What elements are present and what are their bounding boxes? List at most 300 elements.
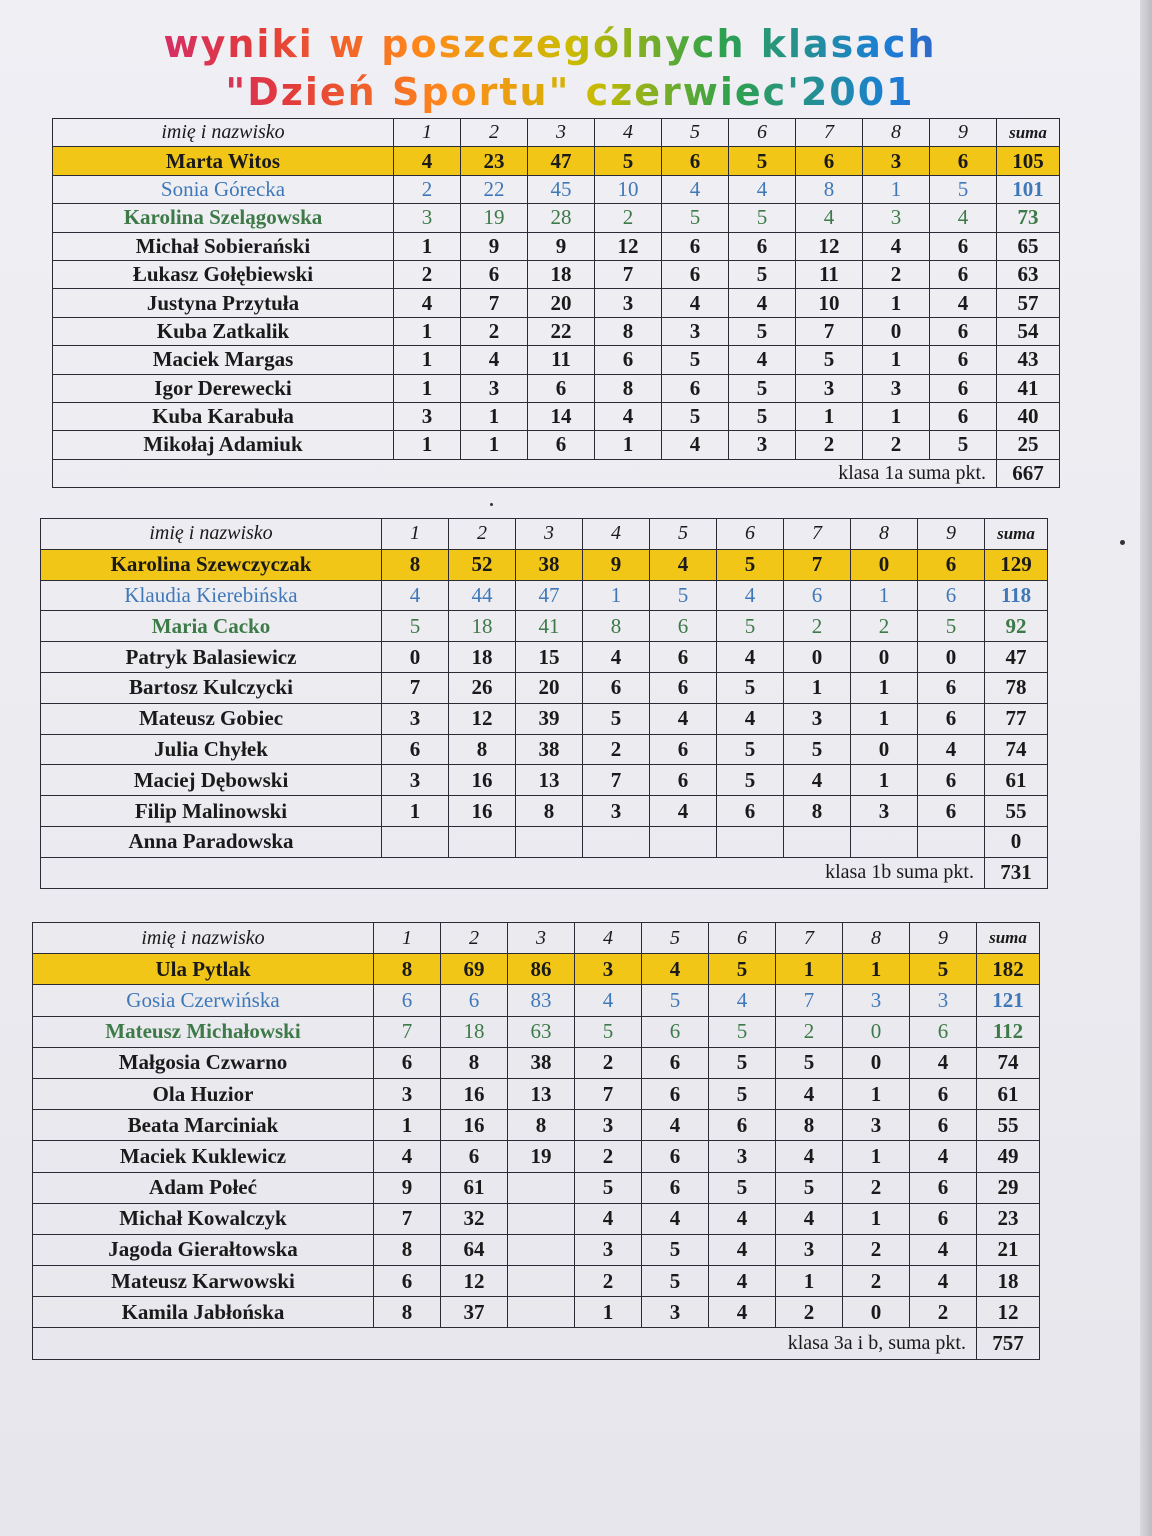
header-event-8: 8 (863, 119, 930, 147)
score-cell: 1 (784, 672, 851, 703)
score-sum: 65 (997, 232, 1060, 260)
score-cell: 6 (910, 1203, 977, 1234)
header-event-9: 9 (910, 923, 977, 954)
score-cell: 83 (508, 985, 575, 1016)
score-cell: 6 (796, 147, 863, 175)
score-cell: 11 (796, 260, 863, 288)
student-name: Gosia Czerwińska (33, 985, 374, 1016)
score-cell: 1 (394, 317, 461, 345)
table-row (53, 147, 1060, 175)
score-cell: 10 (796, 289, 863, 317)
score-cell: 0 (851, 642, 918, 673)
score-cell: 7 (461, 289, 528, 317)
score-cell: 5 (717, 672, 784, 703)
student-name: Łukasz Gołębiewski (53, 260, 394, 288)
score-cell: 4 (910, 1141, 977, 1172)
score-cell: 4 (910, 1047, 977, 1078)
score-sum: 78 (985, 672, 1048, 703)
score-cell: 38 (516, 549, 583, 580)
score-sum: 25 (997, 431, 1060, 459)
header-event-5: 5 (642, 923, 709, 954)
score-cell: 2 (575, 1047, 642, 1078)
score-cell: 16 (449, 796, 516, 827)
total-row (33, 1328, 1040, 1359)
student-name: Mateusz Gobiec (41, 703, 382, 734)
score-cell: 5 (650, 580, 717, 611)
score-cell: 1 (863, 346, 930, 374)
score-cell: 5 (717, 765, 784, 796)
score-cell (784, 826, 851, 857)
score-cell: 1 (851, 672, 918, 703)
score-cell: 4 (709, 985, 776, 1016)
table-row (41, 580, 1048, 611)
score-cell: 8 (784, 796, 851, 827)
score-cell: 4 (910, 1266, 977, 1297)
score-cell: 5 (575, 1172, 642, 1203)
header-name: imię i nazwisko (41, 519, 382, 550)
score-sum: 43 (997, 346, 1060, 374)
score-cell: 14 (528, 402, 595, 430)
score-cell: 3 (394, 402, 461, 430)
score-cell: 1 (776, 1266, 843, 1297)
score-cell: 6 (650, 672, 717, 703)
score-cell: 3 (461, 374, 528, 402)
score-cell: 3 (642, 1297, 709, 1328)
score-cell: 4 (717, 703, 784, 734)
header-name: imię i nazwisko (33, 923, 374, 954)
score-cell (508, 1203, 575, 1234)
score-cell: 2 (851, 611, 918, 642)
score-cell: 6 (650, 734, 717, 765)
score-cell (918, 826, 985, 857)
score-cell: 4 (776, 1078, 843, 1109)
class-total-value: 757 (977, 1328, 1040, 1359)
score-cell: 6 (910, 1078, 977, 1109)
score-cell: 5 (910, 954, 977, 985)
score-cell: 52 (449, 549, 516, 580)
header-event-3: 3 (508, 923, 575, 954)
score-cell: 4 (709, 1203, 776, 1234)
score-cell: 8 (796, 175, 863, 203)
score-cell: 4 (662, 175, 729, 203)
table-row (33, 985, 1040, 1016)
score-cell: 8 (508, 1110, 575, 1141)
student-name: Justyna Przytuła (53, 289, 394, 317)
score-cell: 6 (662, 232, 729, 260)
score-cell: 4 (729, 289, 796, 317)
score-cell: 6 (441, 1141, 508, 1172)
score-sum: 55 (977, 1110, 1040, 1141)
score-cell: 0 (851, 734, 918, 765)
score-cell: 2 (583, 734, 650, 765)
header-event-9: 9 (930, 119, 997, 147)
header-event-2: 2 (449, 519, 516, 550)
score-sum: 74 (985, 734, 1048, 765)
header-event-7: 7 (776, 923, 843, 954)
table-row (33, 1078, 1040, 1109)
score-cell: 4 (709, 1234, 776, 1265)
ink-dot (490, 503, 493, 506)
score-cell: 3 (729, 431, 796, 459)
score-cell: 1 (394, 232, 461, 260)
score-cell: 6 (930, 232, 997, 260)
score-cell (717, 826, 784, 857)
header-event-4: 4 (595, 119, 662, 147)
score-cell: 5 (717, 611, 784, 642)
score-cell: 5 (729, 147, 796, 175)
score-cell: 38 (516, 734, 583, 765)
score-cell: 5 (729, 317, 796, 345)
score-cell: 7 (382, 672, 449, 703)
class-total-label: klasa 1a suma pkt. (53, 459, 997, 487)
score-cell: 6 (930, 260, 997, 288)
header-row (41, 519, 1048, 550)
score-cell: 2 (575, 1141, 642, 1172)
score-cell: 4 (729, 175, 796, 203)
score-sum: 49 (977, 1141, 1040, 1172)
score-cell: 6 (642, 1172, 709, 1203)
score-cell: 5 (709, 1047, 776, 1078)
score-cell: 1 (583, 580, 650, 611)
score-cell: 5 (776, 1172, 843, 1203)
table-row (41, 796, 1048, 827)
score-cell: 9 (461, 232, 528, 260)
score-cell: 18 (449, 611, 516, 642)
score-cell: 12 (449, 703, 516, 734)
score-cell: 6 (374, 1047, 441, 1078)
score-cell: 32 (441, 1203, 508, 1234)
score-cell: 5 (729, 402, 796, 430)
score-cell: 0 (784, 642, 851, 673)
score-cell: 5 (930, 431, 997, 459)
student-name: Maciej Dębowski (41, 765, 382, 796)
class-total-value: 731 (985, 857, 1048, 888)
score-cell: 5 (583, 703, 650, 734)
score-cell: 6 (374, 1266, 441, 1297)
score-sum: 182 (977, 954, 1040, 985)
score-cell: 1 (796, 402, 863, 430)
score-cell: 12 (441, 1266, 508, 1297)
score-cell: 2 (776, 1016, 843, 1047)
score-cell: 4 (918, 734, 985, 765)
header-event-5: 5 (650, 519, 717, 550)
score-cell: 2 (843, 1234, 910, 1265)
score-cell: 6 (918, 580, 985, 611)
header-sum: suma (985, 519, 1048, 550)
score-cell: 7 (575, 1078, 642, 1109)
score-cell: 47 (528, 147, 595, 175)
student-name: Mateusz Karwowski (33, 1266, 374, 1297)
score-cell (508, 1297, 575, 1328)
score-cell: 6 (918, 796, 985, 827)
score-cell: 6 (910, 1110, 977, 1141)
score-cell: 6 (910, 1016, 977, 1047)
score-cell (851, 826, 918, 857)
score-cell: 22 (461, 175, 528, 203)
header-event-9: 9 (918, 519, 985, 550)
score-cell: 6 (583, 672, 650, 703)
score-cell: 0 (382, 642, 449, 673)
score-cell: 3 (382, 765, 449, 796)
score-cell: 4 (374, 1141, 441, 1172)
score-cell: 4 (650, 703, 717, 734)
score-cell: 4 (382, 580, 449, 611)
score-cell: 1 (863, 289, 930, 317)
score-cell: 1 (394, 346, 461, 374)
score-cell: 19 (461, 204, 528, 232)
score-cell: 3 (784, 703, 851, 734)
table-row (53, 204, 1060, 232)
results-table-1b (40, 518, 1048, 889)
table-row (53, 232, 1060, 260)
score-cell: 5 (642, 1234, 709, 1265)
score-cell: 6 (709, 1110, 776, 1141)
score-cell: 7 (583, 765, 650, 796)
score-cell: 6 (650, 611, 717, 642)
score-cell: 5 (662, 402, 729, 430)
score-cell: 8 (595, 374, 662, 402)
page-title: wyniki w poszczególnych klasach (30, 22, 1070, 66)
score-cell: 47 (516, 580, 583, 611)
score-cell: 6 (642, 1078, 709, 1109)
score-cell: 0 (843, 1016, 910, 1047)
score-cell: 2 (394, 260, 461, 288)
score-sum: 73 (997, 204, 1060, 232)
score-sum: 21 (977, 1234, 1040, 1265)
score-cell: 3 (843, 1110, 910, 1141)
score-cell: 10 (595, 175, 662, 203)
score-cell: 3 (575, 954, 642, 985)
table-row (53, 431, 1060, 459)
student-name: Sonia Górecka (53, 175, 394, 203)
score-cell: 0 (843, 1047, 910, 1078)
score-cell: 4 (662, 289, 729, 317)
score-cell: 4 (709, 1297, 776, 1328)
score-sum: 0 (985, 826, 1048, 857)
score-cell: 5 (662, 204, 729, 232)
score-cell: 0 (863, 317, 930, 345)
score-cell: 13 (516, 765, 583, 796)
score-cell: 1 (843, 1078, 910, 1109)
score-cell: 5 (729, 374, 796, 402)
score-cell: 4 (709, 1266, 776, 1297)
score-cell: 4 (394, 289, 461, 317)
score-cell: 4 (583, 642, 650, 673)
header-event-7: 7 (784, 519, 851, 550)
score-cell: 0 (843, 1297, 910, 1328)
score-sum: 63 (997, 260, 1060, 288)
score-cell: 6 (382, 734, 449, 765)
score-cell: 5 (729, 260, 796, 288)
score-cell (449, 826, 516, 857)
header-event-4: 4 (583, 519, 650, 550)
score-cell: 4 (776, 1203, 843, 1234)
score-cell: 15 (516, 642, 583, 673)
score-cell: 5 (709, 1078, 776, 1109)
score-cell: 4 (642, 1203, 709, 1234)
score-cell: 8 (374, 1297, 441, 1328)
score-cell: 8 (776, 1110, 843, 1141)
score-sum: 54 (997, 317, 1060, 345)
score-cell: 4 (642, 1110, 709, 1141)
score-cell: 8 (374, 1234, 441, 1265)
header-event-8: 8 (851, 519, 918, 550)
student-name: Adam Połeć (33, 1172, 374, 1203)
table-row (33, 1297, 1040, 1328)
score-sum: 92 (985, 611, 1048, 642)
score-cell: 6 (461, 260, 528, 288)
student-name: Igor Derewecki (53, 374, 394, 402)
score-cell: 2 (784, 611, 851, 642)
score-cell: 3 (595, 289, 662, 317)
student-name: Maria Cacko (41, 611, 382, 642)
score-cell: 5 (709, 1172, 776, 1203)
header-event-7: 7 (796, 119, 863, 147)
score-cell: 5 (709, 1016, 776, 1047)
score-sum: 129 (985, 549, 1048, 580)
table-row (41, 549, 1048, 580)
table-row (41, 826, 1048, 857)
score-cell: 4 (575, 1203, 642, 1234)
student-name: Kuba Karabuła (53, 402, 394, 430)
header-sum: suma (977, 923, 1040, 954)
score-cell: 7 (374, 1203, 441, 1234)
score-cell: 2 (863, 431, 930, 459)
score-cell: 12 (595, 232, 662, 260)
table-row (41, 765, 1048, 796)
score-cell: 20 (528, 289, 595, 317)
score-cell: 26 (449, 672, 516, 703)
score-cell: 4 (662, 431, 729, 459)
total-row (41, 857, 1048, 888)
score-cell: 3 (863, 147, 930, 175)
score-cell: 2 (863, 260, 930, 288)
score-cell: 3 (394, 204, 461, 232)
score-sum: 40 (997, 402, 1060, 430)
score-cell: 5 (642, 985, 709, 1016)
score-cell: 6 (918, 672, 985, 703)
score-sum: 61 (985, 765, 1048, 796)
header-event-1: 1 (382, 519, 449, 550)
score-cell: 9 (583, 549, 650, 580)
score-cell: 3 (709, 1141, 776, 1172)
score-sum: 47 (985, 642, 1048, 673)
score-cell: 4 (776, 1141, 843, 1172)
class-total-value: 667 (997, 459, 1060, 487)
score-cell: 41 (516, 611, 583, 642)
score-cell: 13 (508, 1078, 575, 1109)
score-cell: 6 (528, 431, 595, 459)
score-sum: 121 (977, 985, 1040, 1016)
table-row (53, 260, 1060, 288)
score-cell: 4 (595, 402, 662, 430)
score-sum: 118 (985, 580, 1048, 611)
score-sum: 57 (997, 289, 1060, 317)
score-cell: 1 (851, 765, 918, 796)
score-cell: 0 (851, 549, 918, 580)
score-cell: 2 (575, 1266, 642, 1297)
table-row (33, 1234, 1040, 1265)
score-cell: 1 (863, 402, 930, 430)
table-row (33, 1172, 1040, 1203)
score-cell: 2 (796, 431, 863, 459)
score-cell: 5 (717, 734, 784, 765)
score-cell: 64 (441, 1234, 508, 1265)
score-cell: 6 (662, 147, 729, 175)
score-sum: 12 (977, 1297, 1040, 1328)
header-event-8: 8 (843, 923, 910, 954)
header-sum: suma (997, 119, 1060, 147)
student-name: Patryk Balasiewicz (41, 642, 382, 673)
student-name: Mikołaj Adamiuk (53, 431, 394, 459)
score-cell: 3 (583, 796, 650, 827)
table-row (33, 1266, 1040, 1297)
score-cell: 4 (930, 204, 997, 232)
score-cell: 3 (575, 1234, 642, 1265)
score-cell: 11 (528, 346, 595, 374)
total-row (53, 459, 1060, 487)
score-cell: 22 (528, 317, 595, 345)
score-cell: 6 (642, 1141, 709, 1172)
score-cell: 5 (918, 611, 985, 642)
score-cell: 8 (583, 611, 650, 642)
score-sum: 77 (985, 703, 1048, 734)
score-cell: 1 (843, 1203, 910, 1234)
score-cell: 2 (595, 204, 662, 232)
score-cell: 6 (642, 1047, 709, 1078)
score-cell: 7 (374, 1016, 441, 1047)
score-cell: 6 (784, 580, 851, 611)
header-event-1: 1 (394, 119, 461, 147)
score-cell: 3 (382, 703, 449, 734)
score-cell: 4 (863, 232, 930, 260)
score-cell: 6 (650, 765, 717, 796)
score-cell: 4 (642, 954, 709, 985)
score-cell: 5 (575, 1016, 642, 1047)
score-cell: 9 (374, 1172, 441, 1203)
score-cell: 9 (528, 232, 595, 260)
score-sum: 61 (977, 1078, 1040, 1109)
results-table-1a (52, 118, 1060, 488)
table-row (41, 672, 1048, 703)
student-name: Maciek Kuklewicz (33, 1141, 374, 1172)
score-cell: 1 (863, 175, 930, 203)
student-name: Beata Marciniak (33, 1110, 374, 1141)
score-cell: 6 (729, 232, 796, 260)
score-cell: 7 (796, 317, 863, 345)
header-event-2: 2 (441, 923, 508, 954)
score-cell: 3 (843, 985, 910, 1016)
score-cell: 2 (394, 175, 461, 203)
header-event-3: 3 (528, 119, 595, 147)
score-cell: 6 (717, 796, 784, 827)
score-cell: 45 (528, 175, 595, 203)
score-cell: 5 (717, 549, 784, 580)
score-cell (650, 826, 717, 857)
score-cell: 3 (863, 374, 930, 402)
score-cell (583, 826, 650, 857)
header-name: imię i nazwisko (53, 119, 394, 147)
header-event-6: 6 (729, 119, 796, 147)
score-cell: 23 (461, 147, 528, 175)
table-row (41, 611, 1048, 642)
table-row (53, 317, 1060, 345)
score-cell: 6 (650, 642, 717, 673)
score-sum: 101 (997, 175, 1060, 203)
score-cell: 2 (910, 1297, 977, 1328)
header-row (53, 119, 1060, 147)
score-cell: 18 (528, 260, 595, 288)
